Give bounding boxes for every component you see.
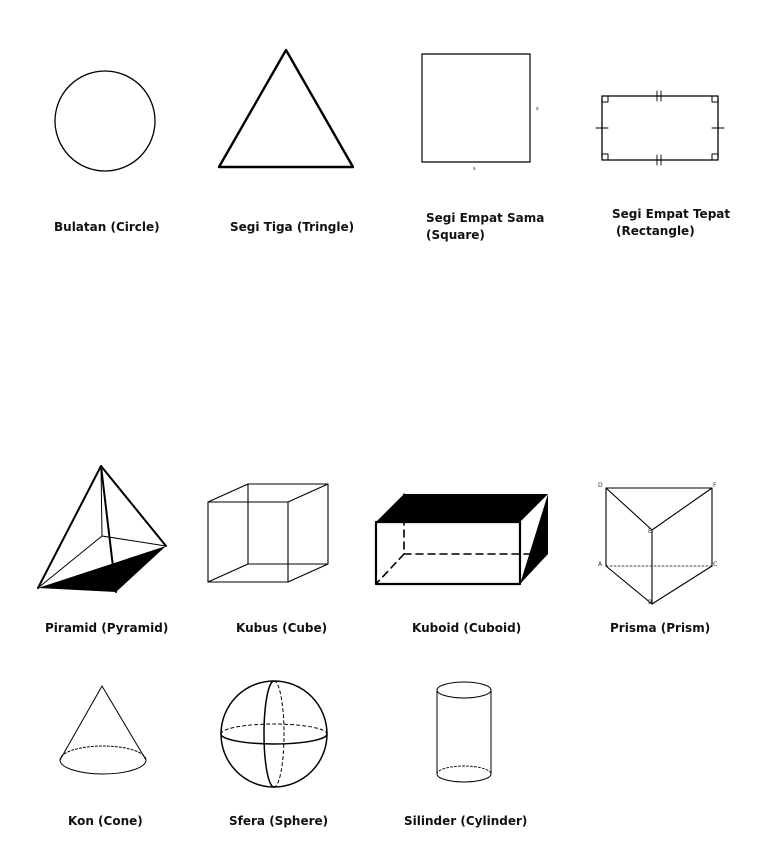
square-side-label-bottom: s <box>473 166 476 172</box>
prism-vertex-e: E <box>648 528 652 535</box>
cube-icon <box>204 480 334 586</box>
pyramid-icon <box>34 462 172 596</box>
prism-vertex-a: A <box>598 561 603 568</box>
square-icon <box>418 50 536 166</box>
prism-vertex-c: C <box>713 561 718 568</box>
prism-label: Prisma (Prism) <box>610 621 711 635</box>
square-label-line1: Segi Empat Sama <box>426 211 545 225</box>
cylinder-icon <box>434 678 496 786</box>
cuboid-icon <box>370 488 556 592</box>
prism-vertex-f: F <box>713 482 717 489</box>
cone-label: Kon (Cone) <box>68 814 143 828</box>
cylinder-label: Silinder (Cylinder) <box>404 814 528 828</box>
sphere-icon <box>216 676 332 792</box>
cuboid-label: Kuboid (Cuboid) <box>412 621 522 635</box>
square-side-label-right: s <box>536 106 539 112</box>
circle-label: Bulatan (Circle) <box>54 220 160 234</box>
square-label-line2: (Square) <box>426 228 485 242</box>
rectangle-label-line2: (Rectangle) <box>616 224 695 238</box>
circle-icon <box>52 68 158 174</box>
prism-icon <box>596 480 726 610</box>
prism-vertex-b: B <box>648 599 653 606</box>
rectangle-label-line1: Segi Empat Tepat <box>612 207 731 221</box>
triangle-label: Segi Tiga (Tringle) <box>230 220 355 234</box>
cube-label: Kubus (Cube) <box>236 621 328 635</box>
cone-icon <box>52 682 158 780</box>
triangle-icon <box>214 46 359 172</box>
pyramid-label: Piramid (Pyramid) <box>45 621 169 635</box>
prism-vertex-d: D <box>598 482 603 489</box>
rectangle-icon <box>594 86 726 172</box>
sphere-label: Sfera (Sphere) <box>229 814 329 828</box>
